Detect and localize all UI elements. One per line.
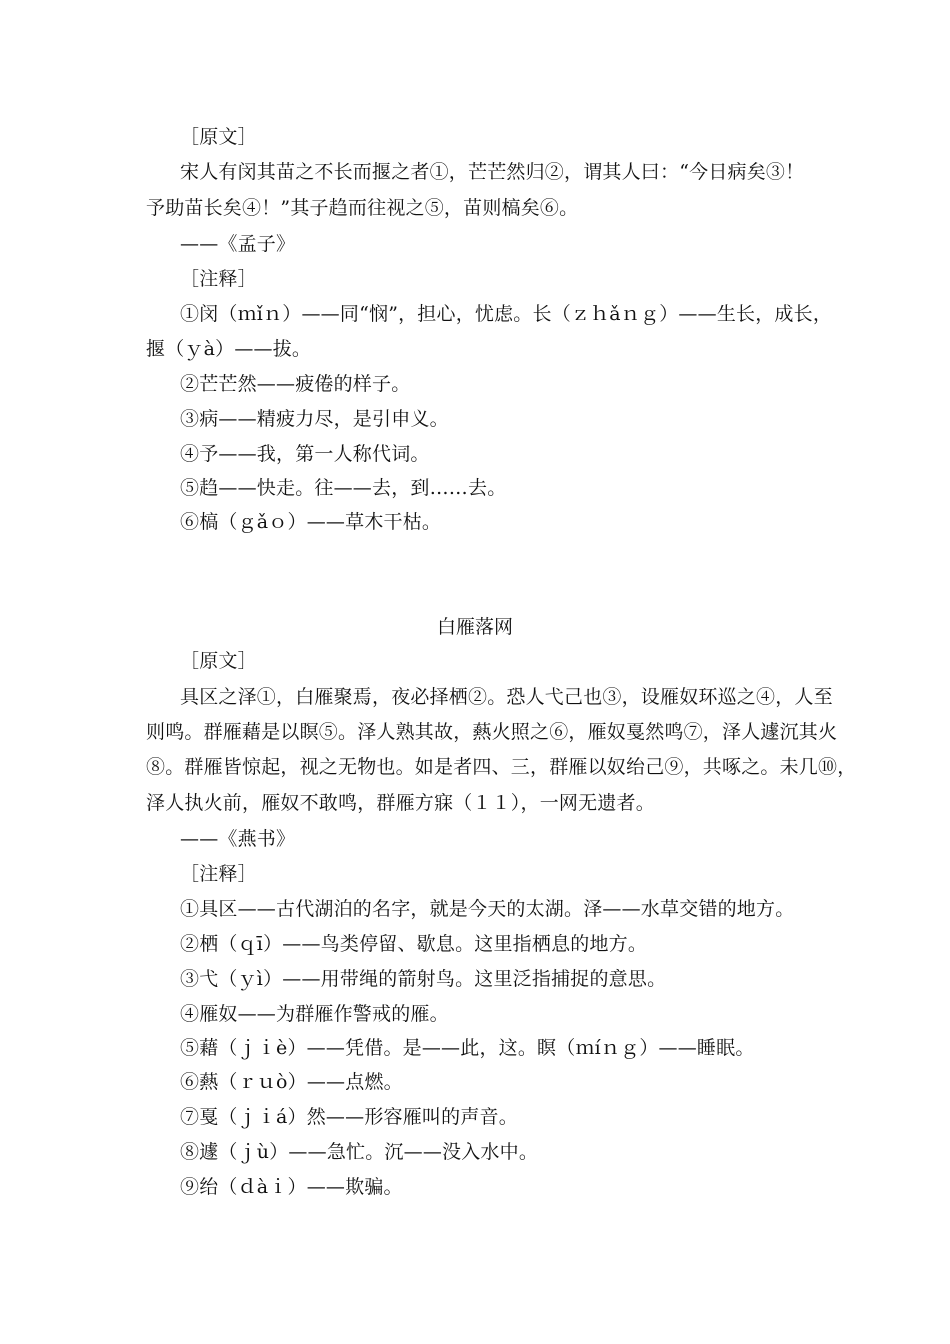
note-line: ④雁奴——为群雁作警戒的雁。 — [180, 1003, 449, 1025]
original-text-line: 予助苗长矣④！”其子趋而往视之⑤，苗则槁矣⑥。 — [146, 197, 579, 219]
note-line: ①具区——古代湖泊的名字，就是今天的太湖。泽——水草交错的地方。 — [180, 898, 795, 920]
note-line: ②栖（ｑī）——鸟类停留、歇息。这里指栖息的地方。 — [180, 933, 648, 955]
note-line: ⑦戛（ｊｉá）然——形容雁叫的声音。 — [180, 1106, 518, 1128]
note-line: ⑧遽（ｊù）——急忙。沉——没入水中。 — [180, 1141, 539, 1163]
original-text-line: 宋人有闵其苗之不长而揠之者①，芒芒然归②，谓其人曰：“今日病矣③！ — [180, 161, 805, 183]
note-line: ②芒芒然——疲倦的样子。 — [180, 373, 411, 395]
note-line: ⑨绐（ｄàｉ）——欺骗。 — [180, 1176, 403, 1198]
note-line: ①闵（ｍǐｎ）——同“悯”，担心，忧虑。长（ｚｈǎｎｇ）——生长，成长， — [180, 303, 833, 325]
note-line: ③弋（ｙì）——用带绳的箭射鸟。这里泛指捕捉的意思。 — [180, 968, 667, 990]
original-text-line: ⑧。群雁皆惊起，视之无物也。如是者四、三，群雁以奴绐己⑨，共啄之。未几⑩， — [146, 756, 857, 778]
note-line: ⑥槁（ｇǎｏ）——草木干枯。 — [180, 511, 442, 533]
original-text-line: 具区之泽①，白雁聚焉，夜必择栖②。恐人弋己也③，设雁奴环巡之④，人至 — [180, 686, 833, 708]
source-citation: ——《燕书》 — [180, 828, 296, 850]
original-text-line: 则鸣。群雁藉是以瞑⑤。泽人熟其故，爇火照之⑥，雁奴戛然鸣⑦，泽人遽沉其火 — [146, 721, 838, 743]
note-line: ③病——精疲力尽，是引申义。 — [180, 408, 449, 430]
original-text-label: ［原文］ — [180, 650, 257, 672]
note-line: ⑥爇（ｒｕò）——点燃。 — [180, 1071, 403, 1093]
original-text-label: ［原文］ — [180, 126, 257, 148]
note-line: ④予——我，第一人称代词。 — [180, 443, 430, 465]
note-line: ⑤藉（ｊｉè）——凭借。是——此，这。瞑（ｍíｎｇ）——睡眠。 — [180, 1037, 755, 1059]
source-citation: ——《孟子》 — [180, 233, 296, 255]
note-line: ⑤趋——快走。往——去，到……去。 — [180, 477, 507, 499]
notes-label: ［注释］ — [180, 863, 257, 885]
note-line: 揠（ｙà）——拔。 — [146, 338, 312, 360]
section-title: 白雁落网 — [436, 616, 513, 638]
notes-label: ［注释］ — [180, 268, 257, 290]
original-text-line: 泽人执火前，雁奴不敢鸣，群雁方寐（１１），一网无遗者。 — [146, 792, 655, 814]
